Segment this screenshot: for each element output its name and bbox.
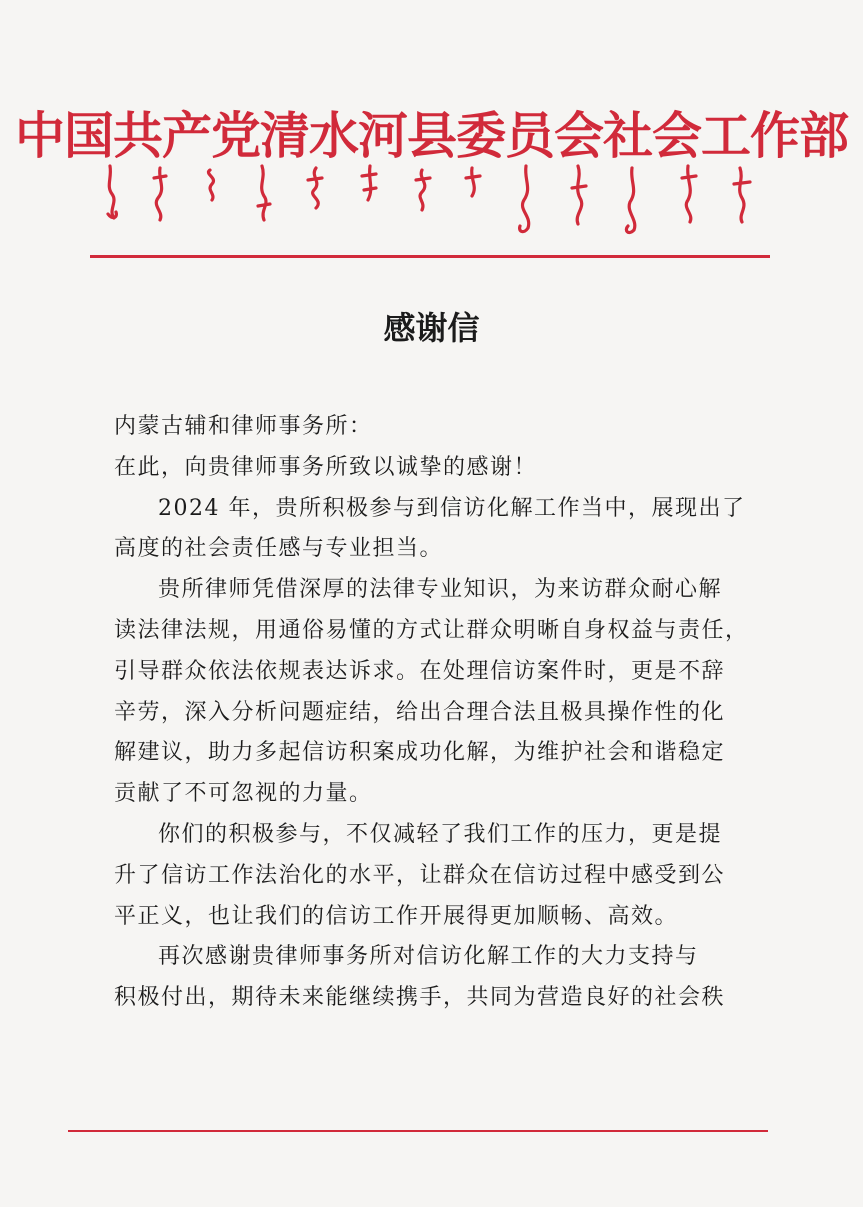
- letter-body: [114, 407, 754, 1019]
- paragraph-line: 贵所律师凭借深厚的法律专业知识，为来访群众耐心解: [158, 577, 723, 603]
- paragraph-line: 再次感谢贵律师事务所对信访化解工作的大力支持与: [158, 944, 699, 970]
- paragraph-line: 你们的积极参与，不仅减轻了我们工作的压力，更是提: [158, 821, 723, 847]
- paragraph-line: 2024 年，贵所积极参与到信访化解工作当中，展现出了: [158, 495, 746, 521]
- header-divider: [90, 255, 770, 258]
- opening-line: 在此，向贵律师事务所致以诚挚的感谢！: [114, 454, 538, 480]
- paragraph-line: 平正义，也让我们的信访工作开展得更加顺畅、高效。: [114, 903, 679, 929]
- mongolian-script-title: [100, 158, 760, 238]
- paragraph-3: [114, 815, 754, 937]
- paragraph-line: 积极付出，期待未来能继续携手，共同为营造良好的社会秩: [114, 985, 726, 1011]
- footer-divider: [68, 1130, 768, 1132]
- paragraph-line: 读法律法规，用通俗易懂的方式让群众明晰自身权益与责任，: [114, 617, 749, 643]
- paragraph-4: [114, 937, 754, 1019]
- organization-title: 中国共产党清水河县委员会社会工作部: [15, 106, 848, 165]
- paragraph-line: 高度的社会责任感与专业担当。: [114, 536, 444, 562]
- paragraph-line: 升了信访工作法治化的水平，让群众在信访过程中感受到公: [114, 862, 726, 888]
- paragraph-1: [114, 489, 754, 571]
- paragraph-line: 解建议，助力多起信访积案成功化解，为维护社会和谐稳定: [114, 740, 726, 766]
- paragraph-2: [114, 570, 754, 815]
- paragraph-line: 引导群众依法依规表达诉求。在处理信访案件时，更是不辞: [114, 658, 726, 684]
- paragraph-line: 贡献了不可忽视的力量。: [114, 781, 373, 807]
- salutation: 内蒙古辅和律师事务所：: [114, 414, 373, 439]
- paragraph-line: 辛劳，深入分析问题症结，给出合理合法且极具操作性的化: [114, 699, 726, 725]
- letter-title: 感谢信: [383, 309, 480, 347]
